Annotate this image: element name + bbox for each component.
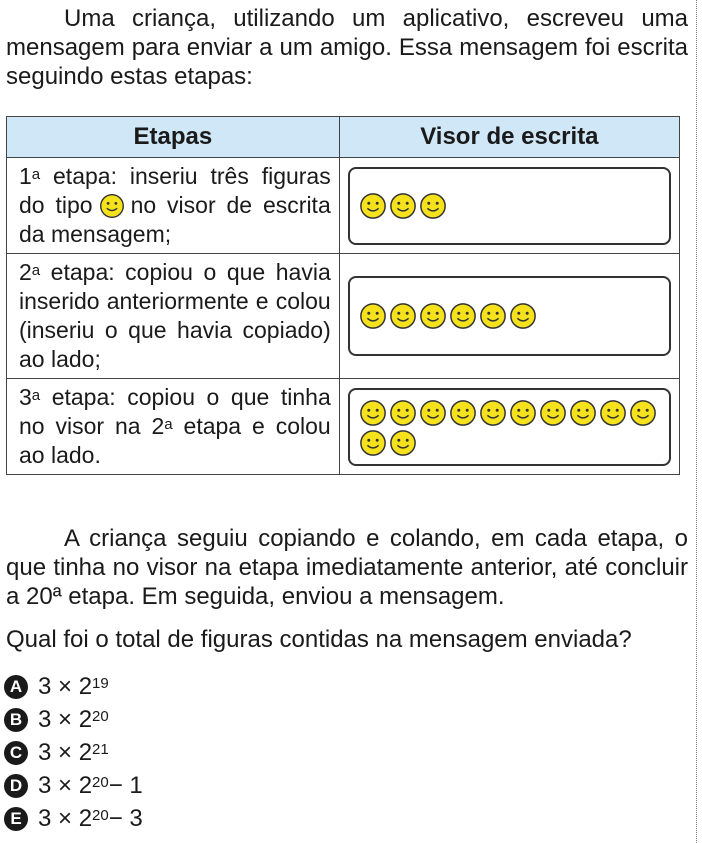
visor-screen-step-3	[348, 388, 671, 466]
smiley-face-icon	[389, 192, 417, 220]
smiley-face-icon	[449, 302, 477, 330]
table-row	[7, 254, 680, 379]
table-row	[7, 158, 680, 254]
option-a[interactable]: A 3 × 2 $^{19}$	[4, 670, 143, 703]
smiley-face-icon	[539, 399, 567, 427]
smiley-face-icon	[419, 399, 447, 427]
option-letter-badge: C	[4, 741, 28, 765]
question-text: Qual foi o total de figuras contidas na mensagem enviada?	[6, 626, 632, 653]
step-2-description: 2$^a$ etapa: copiou o que havia inserido anteriormente e colou (inseriu o que havia copiado) ao lado;	[7, 254, 340, 379]
smiley-face-icon	[99, 193, 125, 219]
smiley-face-icon	[359, 399, 387, 427]
step-3-description: 3$^a$ etapa: copiou o que tinha no visor na 2$^a$ etapa e colou ao lado.	[7, 379, 340, 475]
smiley-face-icon	[419, 192, 447, 220]
option-letter-badge: E	[4, 807, 28, 831]
header-visor: Visor de escrita	[339, 117, 679, 158]
smiley-face-icon	[479, 399, 507, 427]
step-1-description: 1$^a$ etapa: inseriu três figuras do tipo no visor de escrita da mensagem;	[7, 158, 340, 254]
smiley-face-icon	[599, 399, 627, 427]
smiley-face-icon	[509, 399, 537, 427]
smiley-face-icon	[449, 399, 477, 427]
smiley-face-icon	[479, 302, 507, 330]
option-letter-badge: D	[4, 774, 28, 798]
smiley-face-icon	[389, 429, 417, 457]
intro-paragraph: Uma criança, utilizando um aplicativo, escreveu uma mensagem para enviar a um amigo. Essa mensagem foi escrita seguindo estas etapas:	[6, 5, 688, 90]
smiley-face-icon	[629, 399, 657, 427]
smiley-face-icon	[359, 192, 387, 220]
smiley-face-icon	[359, 302, 387, 330]
follow-paragraph: A criança seguiu copiando e colando, em cada etapa, o que tinha no visor na etapa imediatamente anterior, até concluir a 20ª etapa. Em seguida, enviou a mensagem.	[6, 525, 688, 610]
smiley-face-icon	[509, 302, 537, 330]
option-letter-badge: A	[4, 675, 28, 699]
option-e[interactable]: E 3 × 2 $^{20}$ − 3	[4, 802, 143, 835]
smiley-face-icon	[389, 399, 417, 427]
margin-rule	[696, 0, 698, 843]
smiley-face-icon	[359, 429, 387, 457]
smiley-face-icon	[419, 302, 447, 330]
visor-screen-step-1	[348, 167, 671, 245]
option-b[interactable]: B 3 × 2 $^{20}$	[4, 703, 143, 736]
smiley-face-icon	[389, 302, 417, 330]
smiley-face-icon	[569, 399, 597, 427]
option-d[interactable]: D 3 × 2 $^{20}$ − 1	[4, 769, 143, 802]
option-letter-badge: B	[4, 708, 28, 732]
answer-options	[4, 670, 143, 835]
visor-screen-step-2	[348, 276, 671, 356]
steps-table	[6, 116, 680, 475]
option-c[interactable]: C 3 × 2 $^{21}$	[4, 736, 143, 769]
header-etapas: Etapas	[7, 117, 340, 158]
table-row	[7, 379, 680, 475]
